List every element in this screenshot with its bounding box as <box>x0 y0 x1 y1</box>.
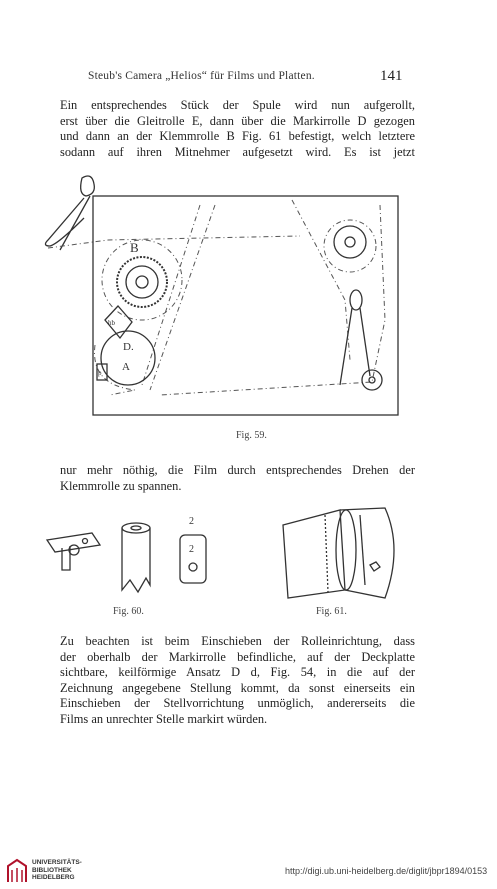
text-line: Films an unrechter Stelle markirt würden. <box>60 711 268 726</box>
paragraph-2 <box>60 463 415 494</box>
source-url[interactable]: http://digi.ub.uni-heidelberg.de/diglit/jbpr1894/0153 <box>285 866 488 876</box>
label-a: A <box>122 361 130 373</box>
text-line: Ein entsprechendes Stück der Spule wird nun aufgerollt, <box>60 98 415 112</box>
spring-loop <box>350 290 362 310</box>
library-name-line: UNIVERSITÄTS- <box>32 859 82 866</box>
spring-arms <box>340 308 370 385</box>
clip-arms <box>45 196 90 250</box>
top-right-roll <box>334 226 366 258</box>
text-line: erst über die Gleitrolle E, dann über die Markirrolle D gezogen <box>60 113 415 128</box>
film-path <box>48 236 300 248</box>
clip-handle <box>81 176 95 196</box>
figure-60 <box>40 505 260 600</box>
roller-edge <box>360 515 365 585</box>
text-line: nur mehr nöthig, die Film durch entsprechendes Drehen der <box>60 463 415 477</box>
spool-top <box>122 523 150 533</box>
marking-roll-d <box>101 331 155 385</box>
label-d: D. <box>123 341 134 353</box>
text-line: Einschieben der Stellvorrichtung unmöglich, andererseits die <box>60 696 415 710</box>
figure-59 <box>0 165 497 425</box>
text-line: der oberhalb der Markirrolle befindliche, auf der Deckplatte <box>60 649 415 664</box>
spool-core <box>131 526 141 530</box>
flat-key-plate <box>47 533 100 552</box>
roller-end <box>336 510 356 590</box>
fig-59-caption: Fig. 59. <box>236 430 267 441</box>
fig-60-caption: Fig. 60. <box>113 606 144 617</box>
roller-body <box>340 508 394 598</box>
label-p: p <box>98 369 102 377</box>
text-line: Zeichnung angegebene Stellung kommt, da sonst einerseits ein <box>60 680 415 695</box>
text-line: und dann an der Klemmrolle B Fig. 61 befestigt, welch letztere <box>60 129 415 143</box>
paragraph-3 <box>60 634 415 727</box>
fig-61-caption: Fig. 61. <box>316 606 347 617</box>
film-path <box>292 200 350 360</box>
spool-body <box>122 528 150 592</box>
gear-center <box>136 276 148 288</box>
footer-bar <box>0 854 497 889</box>
library-logo-icon <box>6 858 28 884</box>
film-path <box>150 205 215 390</box>
film-path <box>160 205 385 395</box>
top-right-roll-outline <box>324 220 376 272</box>
label-b: B <box>130 240 139 255</box>
text-line: Zu beachten ist beim Einschieben der Rolleinrichtung, dass <box>60 634 415 648</box>
library-name-line: BIBLIOTHEK <box>32 866 72 874</box>
text-line: sichtbare, keilförmige Ansatz D d, Fig. 54, in die auf der <box>60 665 415 679</box>
tag-plate <box>180 535 206 583</box>
figure-61 <box>272 500 412 600</box>
paragraph-1 <box>60 98 415 160</box>
text-line: Klemmrolle zu spannen. <box>60 478 182 493</box>
library-name-line: HEIDELBERG <box>32 874 75 881</box>
film-fold <box>325 515 328 592</box>
gear-hub <box>126 266 158 298</box>
library-name <box>32 859 82 882</box>
tag-hole <box>189 563 197 571</box>
key-hole <box>83 539 88 544</box>
text-line: sodann auf ihren Mitnehmer aufgesetzt wird. Es ist jetzt <box>60 144 415 159</box>
running-head: Steub's Camera „Helios“ für Films und Platten. <box>88 70 315 82</box>
top-right-roll-center <box>345 237 355 247</box>
tag-label-mid: 2 <box>189 544 194 555</box>
gear-roll-b <box>117 257 167 307</box>
tag-label-top: 2 <box>189 516 194 527</box>
roller-clip <box>370 562 380 571</box>
page-number: 141 <box>380 68 403 84</box>
label-hb: hb <box>108 319 115 327</box>
